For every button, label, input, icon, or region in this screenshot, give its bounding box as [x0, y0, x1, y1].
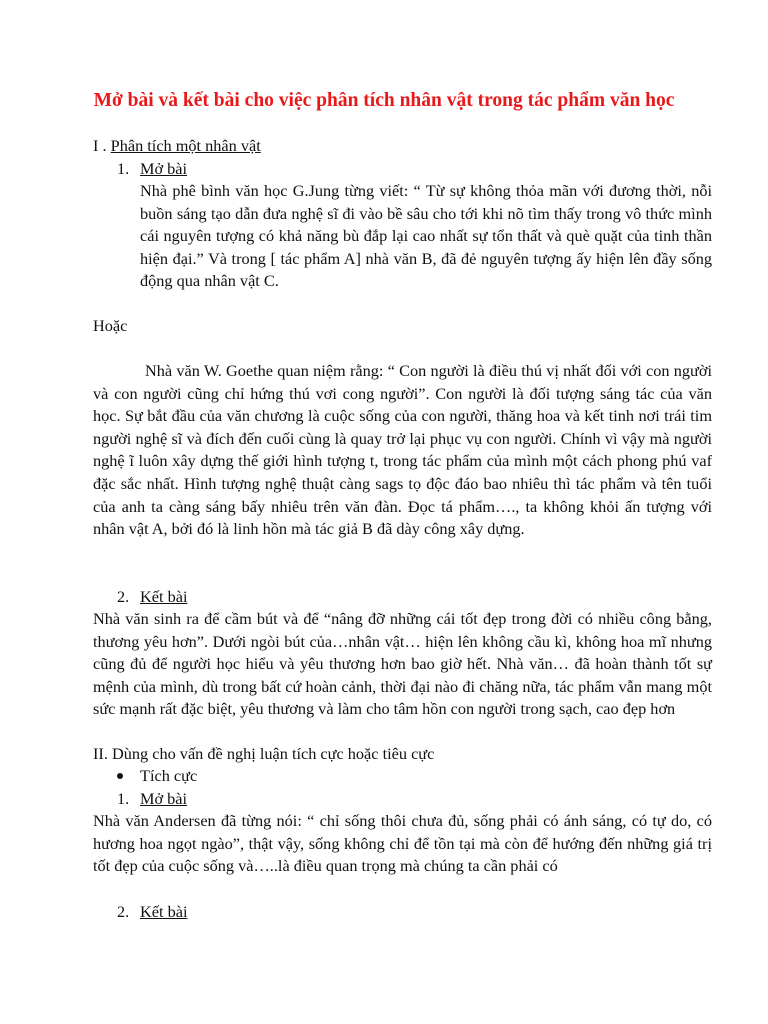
bullet-icon: [117, 773, 123, 779]
list-label: Mở bài: [140, 159, 188, 178]
mo-bai-paragraph: Nhà phê bình văn học G.Jung từng viết: “ Từ sự không thỏa mãn với đương thời, nỗi buồn sáng tạo dẫn đưa nghệ sĩ đi vào bề sâu cho tới khi nõ tìm thấy trong vô thức mình cái nguyên tượng có khả năng bù đắp lại cao nhất sự tổn thất và què quặt của tinh thần hiện đại.” Và trong [ tác phẩm A] nhà văn B, đã đẻ nguyên tượng ấy hiện lên đầy sống động qua nhân vật C.: [140, 181, 712, 291]
list-item-ket-bai-2: [117, 901, 187, 923]
mo-bai-2-paragraph: Nhà văn Andersen đã từng nói: “ chỉ sống thôi chưa đủ, sống phải có ánh sáng, có tự do, có hương hoa ngọt ngào”, thật vậy, sống không chỉ để tồn tại mà còn để hướng đến những giá trị tốt đẹp của cuộc sống và…..là điều quan trọng mà chúng ta cần phải có: [93, 811, 712, 876]
section-1-heading: [93, 135, 261, 157]
ket-bai-paragraph: Nhà văn sinh ra để cầm bút và để “nâng đỡ những cái tốt đẹp trong đời có nhiều công bằng, thương yêu hơn”. Dưới ngòi bút của…nhân vật… hiện lên không cầu kì, không hoa mĩ nhưng cũng đủ để người học hiểu và yêu thương hơn bao giờ hết. Nhà văn… đã hoàn thành tốt sự mệnh của mình, dù trong bất cứ hoàn cảnh, thời đại nào đi chăng nữa, tác phẩm vẫn mang một sức mạnh rất đặc biệt, yêu thương và làm cho tâm hồn con người trong sạch, cao đẹp hơn: [93, 609, 712, 719]
alternative-paragraph: Nhà văn W. Goethe quan niệm rằng: “ Con người là điều thú vị nhất đối với con người và con người cũng chỉ hứng thú vơi cong người”. Con người là đối tượng sáng tác của văn học. Sự bắt đầu của văn chương là cuộc sống của con người, thăng hoa và kết tinh nơi trái tim người nghệ sĩ và đích đến cuối cùng là quay trở lại phục vụ con người. Chính vì vậy mà người nghệ ĩ luôn xây dựng thế giới hình tượng t, trong tác phẩm của mình một cách phong phú vaf đặc sắc nhất. Hình tượng nghệ thuật càng sags tọ độc đáo bao nhiêu thì tác phẩm và tên tuổi của anh ta càng sáng bấy nhiêu trên văn đàn. Đọc tá phẩm…., ta không khỏi ấn tượng với nhân vật A, bởi đó là linh hồn mà tác giả B đã dày công xây dựng.: [93, 361, 712, 539]
list-number: 2.: [117, 587, 130, 606]
section-2-heading: II. Dùng cho vấn đề nghị luận tích cực hoặc tiêu cực: [93, 744, 435, 763]
document-title: Mở bài và kết bài cho việc phân tích nhân vật trong tác phẩm văn học: [93, 90, 675, 111]
section-1-title: Phân tích một nhân vật: [110, 136, 261, 155]
list-label: Mở bài: [140, 789, 188, 808]
list-number: 1.: [117, 789, 130, 808]
section-1-prefix: I .: [93, 136, 111, 155]
list-item-ket-bai: [117, 586, 187, 608]
list-label: Kết bài: [140, 902, 188, 921]
list-item-mo-bai: [117, 158, 187, 180]
list-number: 1.: [117, 159, 130, 178]
bullet-item-tich-cuc: Tích cực: [140, 766, 198, 785]
or-label: Hoặc: [93, 316, 128, 335]
list-number: 2.: [117, 902, 130, 921]
list-item-mo-bai-2: [117, 788, 187, 810]
list-label: Kết bài: [140, 587, 188, 606]
